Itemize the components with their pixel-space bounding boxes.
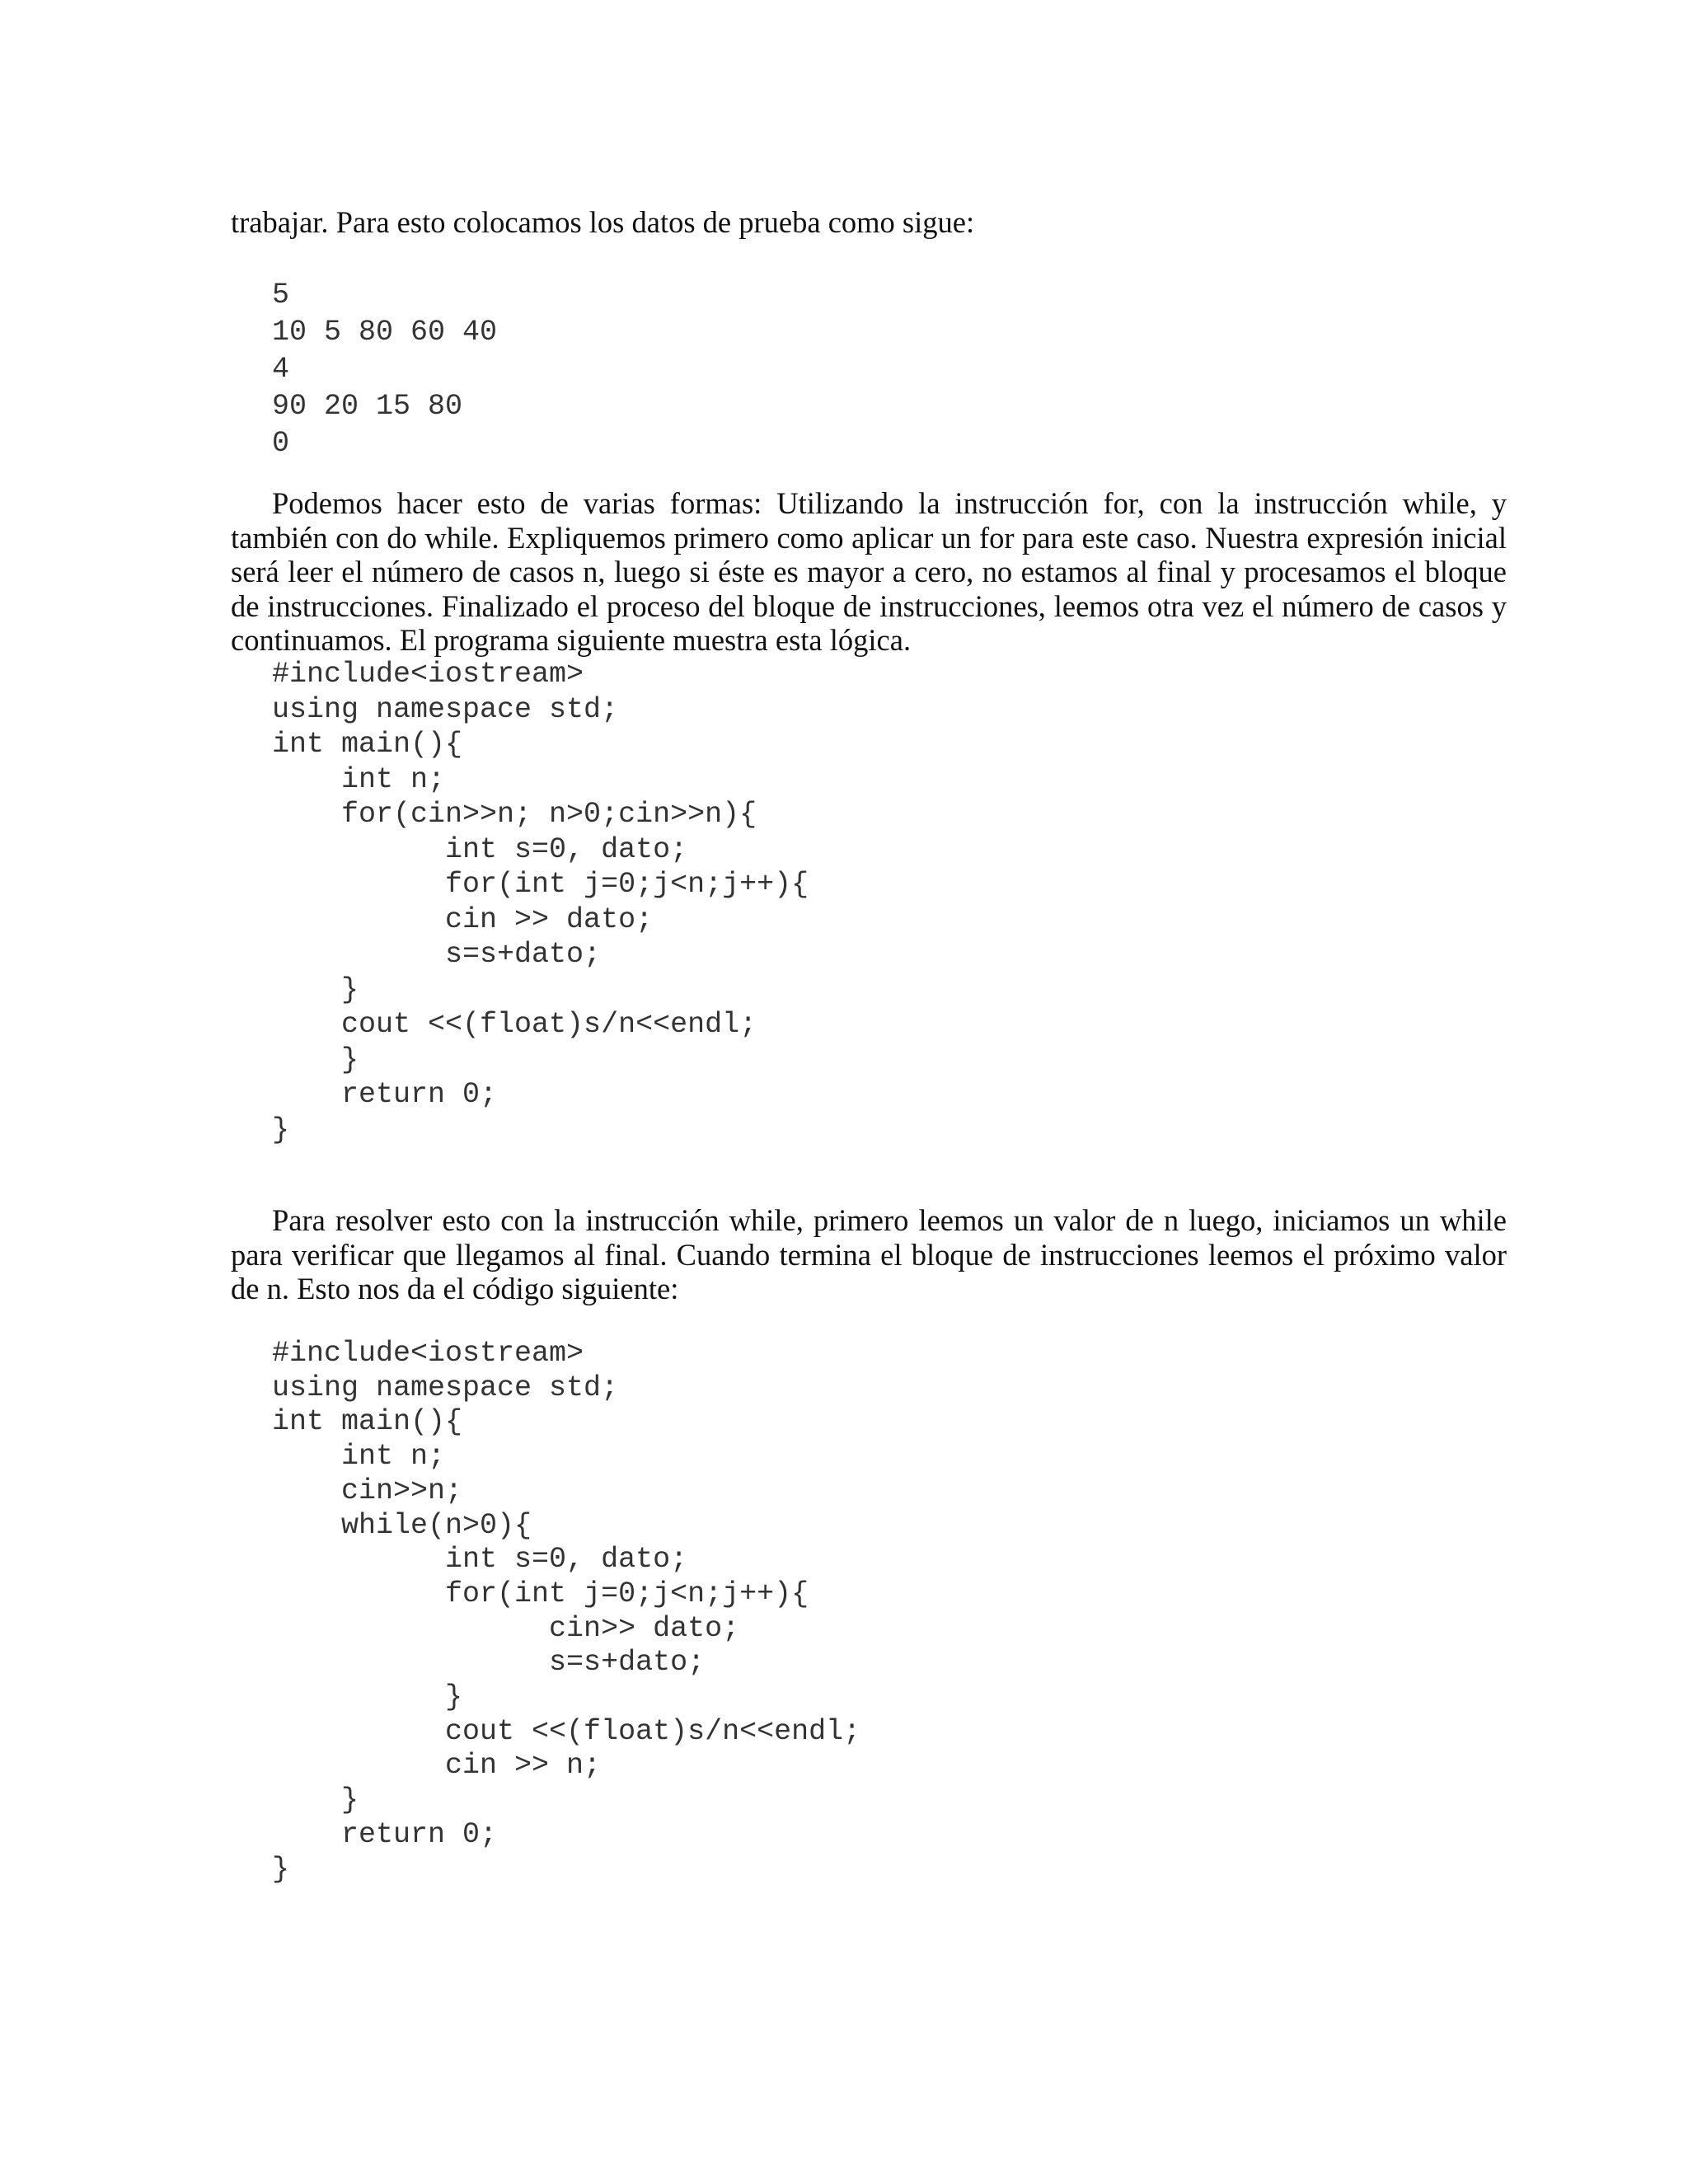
test-data-line: 0	[272, 427, 290, 460]
test-data-block	[272, 277, 497, 462]
code-line: cin >> dato;	[272, 902, 654, 936]
code-line: int main(){	[272, 728, 463, 761]
code-line: }	[272, 1113, 290, 1146]
code-line: }	[272, 972, 359, 1006]
code-line: #include<iostream>	[272, 658, 584, 691]
test-data-line: 90 20 15 80	[272, 390, 463, 423]
for-loop-explanation-paragraph: Podemos hacer esto de varias formas: Utilizando la instrucción for, con la instrucción while, y también con do while. Expliquemos primero como aplicar un for para este caso. Nuestra expresión inicial será leer el número de casos n, luego si éste es mayor a cero, no estamos al final y procesamos el bloque de instrucciones. Finalizado el proceso del bloque de instrucciones, leemos otra vez el número de casos y continuamos. El programa siguiente muestra esta lógica.	[231, 486, 1507, 658]
code-line: }	[272, 1043, 359, 1076]
code-line: for(int j=0;j<n;j++){	[272, 868, 809, 901]
code-line: }	[272, 1783, 359, 1817]
code-line: cin >> n;	[272, 1749, 602, 1783]
code-line: }	[272, 1852, 290, 1886]
code-line: cout <<(float)s/n<<endl;	[272, 1714, 861, 1748]
test-data-line: 4	[272, 353, 290, 386]
code-line: int n;	[272, 1440, 446, 1474]
code-line: int main(){	[272, 1405, 463, 1439]
test-data-line: 10 5 80 60 40	[272, 316, 498, 349]
for-loop-code-block	[272, 657, 809, 1147]
while-loop-code-block	[272, 1337, 860, 1886]
test-data-line: 5	[272, 279, 290, 312]
code-line: return 0;	[272, 1078, 498, 1111]
code-line: int n;	[272, 762, 446, 796]
code-line: #include<iostream>	[272, 1337, 584, 1370]
code-line: }	[272, 1680, 463, 1714]
code-line: for(cin>>n; n>0;cin>>n){	[272, 798, 757, 831]
code-line: cin>> dato;	[272, 1611, 740, 1645]
code-line: cout <<(float)s/n<<endl;	[272, 1008, 757, 1041]
code-line: using namespace std;	[272, 692, 619, 726]
code-line: for(int j=0;j<n;j++){	[272, 1577, 809, 1610]
code-line: s=s+dato;	[272, 1646, 706, 1680]
code-line: s=s+dato;	[272, 938, 602, 971]
code-line: int s=0, dato;	[272, 832, 688, 866]
code-line: return 0;	[272, 1817, 498, 1851]
while-loop-explanation-paragraph: Para resolver esto con la instrucción while, primero leemos un valor de n luego, iniciamos un while para verificar que llegamos al final. Cuando termina el bloque de instrucciones leemos el próximo valor de n. Esto nos da el código siguiente:	[231, 1203, 1507, 1306]
intro-paragraph: trabajar. Para esto colocamos los datos de prueba como sigue:	[231, 205, 975, 239]
code-line: using namespace std;	[272, 1371, 619, 1404]
code-line: cin>>n;	[272, 1474, 463, 1507]
code-line: int s=0, dato;	[272, 1543, 688, 1577]
code-line: while(n>0){	[272, 1508, 532, 1542]
